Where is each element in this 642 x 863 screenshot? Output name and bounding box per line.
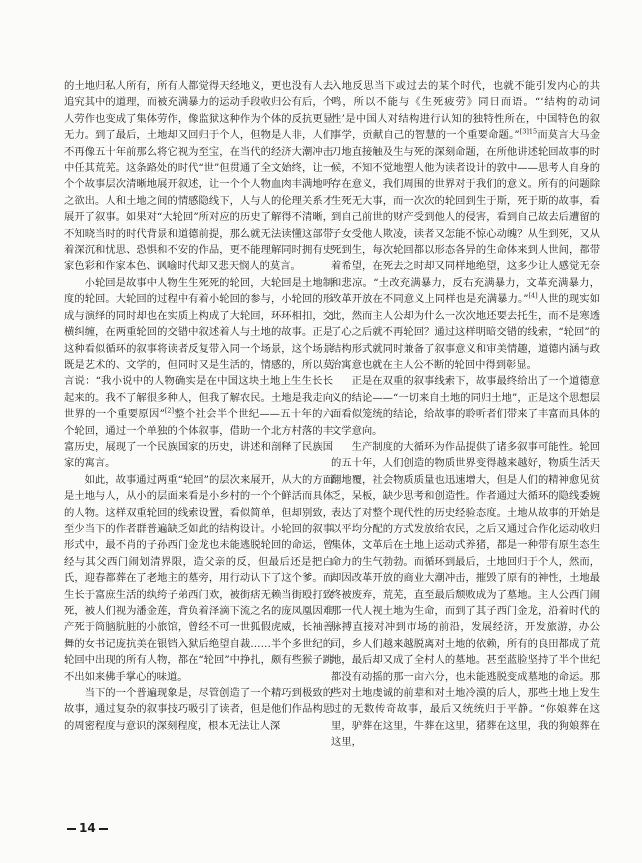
dash-left: [67, 828, 76, 830]
paragraph-text: 小轮回是故事中人物生生死死的轮回，大轮回是土地制度的轮回。大轮回的过程中有着小轮回的参与，小轮回的形成与演绎的同时却也在实质上构成了大轮回，环环相扣，交横纠缠，在两重轮回的交错中叙述着人与土地的故事。正是这种看似循环的叙事将读者反复带入同一个场景，这个场景既是艺术的、文学的，但同时又是生活的，情感的，所以莫言说：“我小说中的人物确实是在中国这块土地上生生长长起来的。我不了解很多种人，但我了解农民。土地是我走向世界的一个重要原因”: [64, 276, 333, 421]
paragraph: [331, 78, 600, 373]
paragraph-text: 整个社会半个世纪——五十年的六个轮回，通过一个单独的个体叙事，借助一个北方村落的丰富历史，展现了一个民族国家的历史，讲述和剖释了民族国家的寓言。: [64, 408, 333, 470]
paragraph-text: 入地反思当下或过去的某个时代，也就不能引发内心的共鸣，所以不能与《生死疲劳》同日而语。“‘结构的动词性’是中国人对结构进行认知的独特性所在，中国特色的叙事学，贡献自己的智慧的一个重要命题。”: [331, 80, 600, 142]
paragraph-text: 人世的现实如此，然而主人公却为什么一次次地还要去托生，而不是寒透了心之后就不再轮回？通过这样明暗交错的线索，“轮回”的结构形式就同时兼备了叙事意义和审美情趣，道德内涵与政治寓意也就在主人公不断的轮回中得到彰显。: [331, 293, 600, 371]
paragraph-text: 而莫言大马金刀地直接触及生与死的深刻命题，在所他讲述轮回故事的时候，不知不觉地塑人他为读者设计的敦中——思考人自身的存在意义，我们周围的世界对于我们的意义。所有的问题除生死无大事，而一次次的轮回到生于斯，死于斯的故事，看到自己前世的财产受到他人的侵害，看到自己故去后遭留的子女受他人欺凌，读者又怎能不惊心动魄？从生到死，又从死到生，每次轮回都以形态各异的生命体来到人世间，都带着希望，在死去之时却又同样地绝望，这多少让人感觉无奈和悲凉。“土改充满暴力，反右充满暴力，文革充满暴力，改革开放在不同意义上同样也是充满暴力。”: [331, 129, 600, 306]
dash-right: [99, 828, 108, 830]
paragraph: 如此，故事通过两重“轮回”的层次来展开，从大的方面是土地与人，从小的层面来看是小乡村的一个个鲜活而具体的人物。这样双重轮回的线索设置，看似简单，但却别致，至少当下的作者群普遍缺乏如此的结构设计。小轮回的叙事形式中，最不肖的子孙西门金龙也未能逃脱轮回的命运，曾经与其父西门闹划清界限，造父亲的反，但最后还是把白氏，迎春都葬在了老地主的墓旁，用行动认下了这个爹。而生长于富庶生活的纨绔子弟西门欢，被街痞无赖当街殴打致死，被人们视为潘金莲，背负着泽滴下流之名的庞凤凰因难产死于筒脑肮脏的小旅馆，曾经不可一世狐假虎威，长袖善舞的女书记庞抗美在银铛入狱后绝望自裁……半个多世纪的轮回中出现的所有人物，都在“轮回”中挣扎，颇有些猴子跳不出如来佛手掌心的味道。: [64, 473, 333, 683]
citation: [4]: [528, 291, 538, 300]
left-column: [64, 78, 333, 734]
paragraph: 生产制度的大循环为作品提供了诸多叙事可能性。轮回的五十年，人们创造的物质世界变得越来越好，物质生活天翻地覆，社会物质质量也迅速增大，但是人们的精神愈见贫乏，呆板，缺少思考和创造性。作者通过大循环的隐线委婉表达了对整个现代性的历史经验态度。土地从故事的开始是以平均分配的方式发放给农民，之后又通过合作化运动收归集体，文革后在土地上运动式养猪，都是一种带有原生态生命力的生气勃勃。而循环到最后，土地回归于个人，然而，却因改革开放的商业大潮冲击，摧毁了原有的神性，土地最终被废弃，荒芜，直至最后颓败成为了墓地。主人公西门闹那一代人视土地为生命，而到了其子西门金龙，沿着时代的脉搏直接对冲到市场的前沿，发展经济，开发旅游，办公司，乡人们越来越脱离对土地的依赖，所有的良田都成了荒地，最后却又成了全村人的墓地。甚至蓝脸坚持了半个世纪都没有动摇的那一亩六分，也未能逃脱变成墓地的命运。那些对土地虔诚的前辈和对土地冷漠的后人，那些土地上发生过的无数传奇故事，最后又统统归于平静。“你娘葬在这里，驴葬在这里，牛葬在这里，猪葬在这里，我的狗娘葬在这里，: [331, 440, 600, 749]
citation: [3]15: [519, 127, 538, 136]
paragraph: 当下的一个普遍现象是，尽管创造了一个精巧到极致的故事，通过复杂的叙事技巧吸引了读者，但是他们作品构思的周密程度与意识的深刻程度，根本无法让人深: [64, 687, 333, 732]
page-footer: [64, 821, 111, 835]
paragraph: [64, 275, 333, 472]
right-column: [331, 78, 600, 751]
page-number: 14: [79, 821, 96, 835]
citation: [2]: [164, 406, 175, 415]
paragraph: 正是在双重的叙事线索下，故事最终给出了一个道德意义的结论——“一切来自土地的同归土地”，正是这个思想层面看似笼统的结论，给故事的聆听者们带来了丰富而具体的文学意向。: [331, 375, 600, 437]
paragraph: 的土地归私人所有，所有人都觉得天经地义，更也没有人去追究其中的道理，而被充满暴力的运动手段收归公有后，个人劳作也变成了集体劳作，像监狱这种作为个体的反抗更显无力。到了最后，土地却又回归于个人，但物是人非，人们不再像五十年前那么将它视为至宝，在当代的经济大潮冲击中任其荒芜。这条路处的时代“世”但贯通了全文始终，让一个个故事层次清晰地展开叙述，让一个个人物血肉丰满地呼之欲出。人和土地之间的情感隐线下，人与人的伦理关系才展开了叙事。如果对“大轮回”所对应的历史了解得不清晰，不知晓当时的时代背景和道德前提，那么就无法读懂这部带着深沉和忧思、恐惧和不安的作品，更不能理解同时拥有史家色彩和作家本色、讽喻时代却又悲天悯人的莫言。: [64, 80, 333, 273]
